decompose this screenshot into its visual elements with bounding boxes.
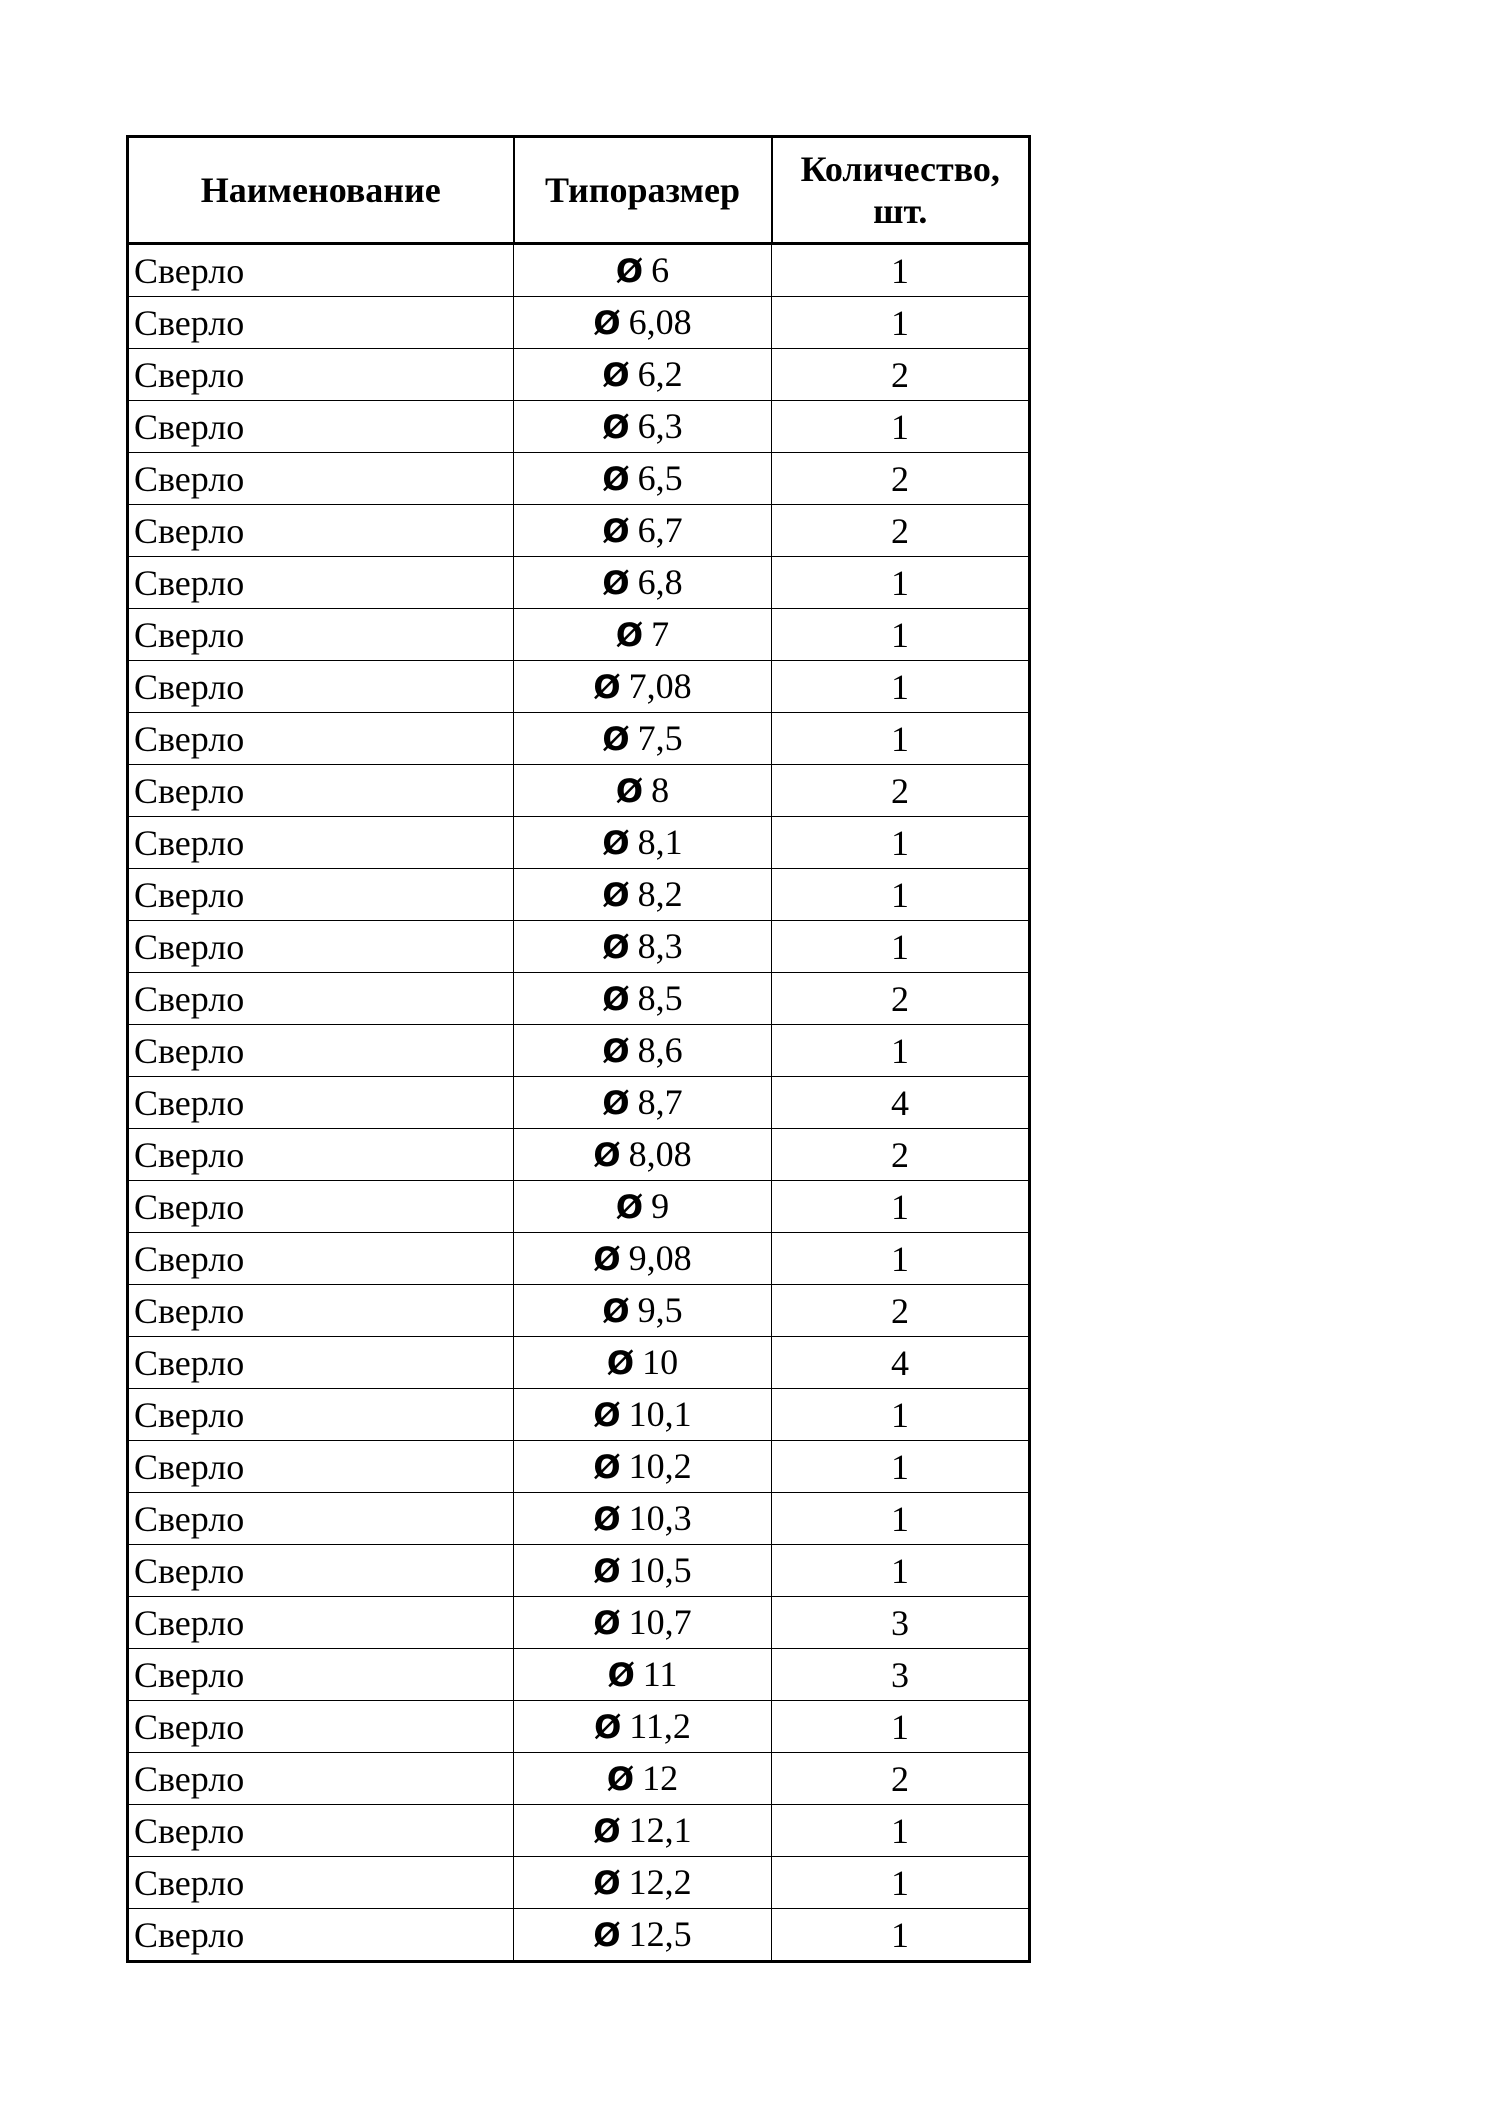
diameter-icon: Ø (602, 1292, 630, 1330)
cell-size (514, 349, 772, 401)
cell-size (514, 1181, 772, 1233)
cell-size (514, 297, 772, 349)
cell-size (514, 609, 772, 661)
table-row (128, 1649, 1030, 1701)
cell-name: Сверло (128, 1077, 514, 1129)
cell-name: Сверло (128, 1337, 514, 1389)
table-row (128, 1285, 1030, 1337)
cell-size (514, 1545, 772, 1597)
cell-quantity: 4 (772, 1337, 1030, 1389)
diameter-icon: Ø (615, 772, 644, 810)
cell-quantity: 1 (772, 609, 1030, 661)
cell-size (514, 401, 772, 453)
size-value: 10,2 (628, 1446, 692, 1486)
size-value: 10,7 (628, 1602, 692, 1642)
size-value: 8 (651, 770, 670, 810)
cell-name: Сверло (128, 1493, 514, 1545)
size-value: 8,5 (637, 978, 683, 1018)
cell-quantity: 1 (772, 401, 1030, 453)
diameter-icon: Ø (593, 1916, 621, 1954)
cell-quantity: 2 (772, 453, 1030, 505)
cell-name: Сверло (128, 1025, 514, 1077)
cell-size (514, 713, 772, 765)
table-row (128, 1389, 1030, 1441)
cell-size (514, 1389, 772, 1441)
diameter-icon: Ø (602, 1032, 630, 1070)
table-body (128, 244, 1030, 1962)
diameter-icon: Ø (615, 252, 644, 290)
diameter-icon: Ø (593, 304, 621, 342)
table-row (128, 244, 1030, 297)
table-row (128, 1909, 1030, 1962)
diameter-icon: Ø (593, 1812, 621, 1850)
table-row (128, 1493, 1030, 1545)
cell-name: Сверло (128, 713, 514, 765)
table-row (128, 1077, 1030, 1129)
cell-quantity: 1 (772, 869, 1030, 921)
cell-quantity: 1 (772, 1441, 1030, 1493)
cell-name: Сверло (128, 1649, 514, 1701)
cell-name: Сверло (128, 1285, 514, 1337)
cell-quantity: 1 (772, 1805, 1030, 1857)
cell-quantity: 1 (772, 1389, 1030, 1441)
diameter-icon: Ø (594, 1708, 622, 1746)
size-value: 6,2 (637, 354, 683, 394)
cell-quantity: 1 (772, 1181, 1030, 1233)
cell-name: Сверло (128, 921, 514, 973)
cell-name: Сверло (128, 1597, 514, 1649)
table-row (128, 453, 1030, 505)
cell-name: Сверло (128, 1129, 514, 1181)
cell-size (514, 1909, 772, 1962)
size-value: 8,2 (637, 874, 683, 914)
table-row (128, 817, 1030, 869)
diameter-icon: Ø (606, 1344, 635, 1382)
table-row (128, 1597, 1030, 1649)
size-value: 12,5 (628, 1914, 692, 1954)
size-value: 8,7 (637, 1082, 683, 1122)
size-value: 6,5 (637, 458, 683, 498)
diameter-icon: Ø (606, 1760, 635, 1798)
cell-size (514, 1753, 772, 1805)
table-row (128, 713, 1030, 765)
cell-quantity: 2 (772, 349, 1030, 401)
table-row (128, 1701, 1030, 1753)
cell-quantity: 2 (772, 1285, 1030, 1337)
table-row (128, 1181, 1030, 1233)
diameter-icon: Ø (602, 720, 630, 758)
table-row (128, 1753, 1030, 1805)
cell-size (514, 505, 772, 557)
size-value: 10,1 (628, 1394, 692, 1434)
cell-size (514, 1233, 772, 1285)
table-row (128, 869, 1030, 921)
table-row (128, 1805, 1030, 1857)
cell-size (514, 817, 772, 869)
diameter-icon: Ø (602, 928, 630, 966)
cell-size (514, 973, 772, 1025)
diameter-icon: Ø (602, 356, 630, 394)
cell-size (514, 244, 772, 297)
diameter-icon: Ø (593, 1604, 621, 1642)
size-value: 9,5 (637, 1290, 683, 1330)
diameter-icon: Ø (593, 1500, 621, 1538)
diameter-icon: Ø (602, 564, 630, 602)
size-value: 9 (651, 1186, 670, 1226)
cell-quantity: 1 (772, 1233, 1030, 1285)
cell-name: Сверло (128, 401, 514, 453)
size-value: 7 (651, 614, 670, 654)
cell-name: Сверло (128, 609, 514, 661)
size-value: 10,5 (628, 1550, 692, 1590)
cell-name: Сверло (128, 1909, 514, 1962)
cell-quantity: 1 (772, 1909, 1030, 1962)
table-row (128, 349, 1030, 401)
table-row (128, 1025, 1030, 1077)
table-row (128, 1129, 1030, 1181)
size-value: 6,8 (637, 562, 683, 602)
cell-size (514, 765, 772, 817)
size-value: 8,1 (637, 822, 683, 862)
size-value: 10,3 (628, 1498, 692, 1538)
diameter-icon: Ø (593, 1552, 621, 1590)
diameter-icon: Ø (593, 1136, 621, 1174)
cell-name: Сверло (128, 1389, 514, 1441)
cell-quantity: 1 (772, 713, 1030, 765)
header-quantity-line1: Количество, (800, 149, 1000, 189)
cell-name: Сверло (128, 1805, 514, 1857)
cell-size (514, 921, 772, 973)
cell-name: Сверло (128, 505, 514, 557)
diameter-icon: Ø (593, 1396, 621, 1434)
table-row (128, 1857, 1030, 1909)
header-quantity-line2: шт. (873, 191, 928, 231)
cell-size (514, 661, 772, 713)
diameter-icon: Ø (602, 876, 630, 914)
size-value: 8,08 (628, 1134, 692, 1174)
table-row (128, 401, 1030, 453)
diameter-icon: Ø (615, 616, 644, 654)
size-value: 11,2 (629, 1706, 691, 1746)
cell-quantity: 1 (772, 557, 1030, 609)
cell-quantity: 3 (772, 1649, 1030, 1701)
size-value: 12,2 (628, 1862, 692, 1902)
cell-size (514, 1129, 772, 1181)
diameter-icon: Ø (602, 408, 630, 446)
cell-size (514, 557, 772, 609)
diameter-icon: Ø (593, 1448, 621, 1486)
diameter-icon: Ø (602, 980, 630, 1018)
table-row (128, 1545, 1030, 1597)
cell-size (514, 1649, 772, 1701)
table-row (128, 1337, 1030, 1389)
cell-name: Сверло (128, 1233, 514, 1285)
header-quantity (772, 137, 1030, 244)
diameter-icon: Ø (615, 1188, 644, 1226)
cell-quantity: 1 (772, 1701, 1030, 1753)
cell-name: Сверло (128, 244, 514, 297)
cell-quantity: 2 (772, 1753, 1030, 1805)
size-value: 6 (651, 250, 670, 290)
size-value: 11 (642, 1654, 678, 1694)
diameter-icon: Ø (602, 824, 630, 862)
diameter-icon: Ø (593, 1864, 621, 1902)
cell-name: Сверло (128, 973, 514, 1025)
cell-quantity: 1 (772, 297, 1030, 349)
cell-size (514, 453, 772, 505)
size-value: 7,5 (637, 718, 683, 758)
cell-name: Сверло (128, 1181, 514, 1233)
cell-quantity: 1 (772, 1025, 1030, 1077)
cell-size (514, 1285, 772, 1337)
cell-name: Сверло (128, 557, 514, 609)
drill-list-table (126, 135, 1031, 1963)
cell-quantity: 1 (772, 1545, 1030, 1597)
cell-name: Сверло (128, 453, 514, 505)
size-value: 6,3 (637, 406, 683, 446)
table-row (128, 557, 1030, 609)
diameter-icon: Ø (593, 668, 621, 706)
diameter-icon: Ø (602, 512, 630, 550)
cell-name: Сверло (128, 817, 514, 869)
size-value: 6,08 (628, 302, 692, 342)
cell-name: Сверло (128, 349, 514, 401)
cell-size (514, 1493, 772, 1545)
size-value: 10 (642, 1342, 679, 1382)
table-row (128, 661, 1030, 713)
table-row (128, 505, 1030, 557)
table-row (128, 297, 1030, 349)
cell-quantity: 2 (772, 505, 1030, 557)
cell-name: Сверло (128, 1701, 514, 1753)
cell-quantity: 2 (772, 1129, 1030, 1181)
cell-quantity: 1 (772, 244, 1030, 297)
size-value: 8,6 (637, 1030, 683, 1070)
cell-quantity: 1 (772, 661, 1030, 713)
diameter-icon: Ø (607, 1656, 635, 1694)
cell-name: Сверло (128, 869, 514, 921)
cell-quantity: 2 (772, 973, 1030, 1025)
table-header-row (128, 137, 1030, 244)
cell-name: Сверло (128, 1441, 514, 1493)
diameter-icon: Ø (602, 1084, 630, 1122)
cell-size (514, 1597, 772, 1649)
diameter-icon: Ø (593, 1240, 621, 1278)
cell-size (514, 1077, 772, 1129)
cell-size (514, 1857, 772, 1909)
cell-name: Сверло (128, 1857, 514, 1909)
cell-quantity: 2 (772, 765, 1030, 817)
header-name: Наименование (128, 137, 514, 244)
size-value: 9,08 (628, 1238, 692, 1278)
diameter-icon: Ø (602, 460, 630, 498)
cell-size (514, 1805, 772, 1857)
cell-name: Сверло (128, 297, 514, 349)
size-value: 8,3 (637, 926, 683, 966)
size-value: 12,1 (628, 1810, 692, 1850)
table-row (128, 921, 1030, 973)
cell-name: Сверло (128, 661, 514, 713)
size-value: 7,08 (628, 666, 692, 706)
cell-quantity: 4 (772, 1077, 1030, 1129)
header-size: Типоразмер (514, 137, 772, 244)
size-value: 6,7 (637, 510, 683, 550)
cell-size (514, 1025, 772, 1077)
table-row (128, 1441, 1030, 1493)
cell-size (514, 1701, 772, 1753)
cell-name: Сверло (128, 1753, 514, 1805)
cell-quantity: 1 (772, 1857, 1030, 1909)
table-row (128, 973, 1030, 1025)
cell-quantity: 1 (772, 817, 1030, 869)
table-row (128, 609, 1030, 661)
cell-quantity: 3 (772, 1597, 1030, 1649)
cell-name: Сверло (128, 765, 514, 817)
cell-size (514, 869, 772, 921)
table-row (128, 765, 1030, 817)
cell-quantity: 1 (772, 921, 1030, 973)
size-value: 12 (642, 1758, 679, 1798)
cell-size (514, 1337, 772, 1389)
cell-quantity: 1 (772, 1493, 1030, 1545)
cell-size (514, 1441, 772, 1493)
table-row (128, 1233, 1030, 1285)
cell-name: Сверло (128, 1545, 514, 1597)
